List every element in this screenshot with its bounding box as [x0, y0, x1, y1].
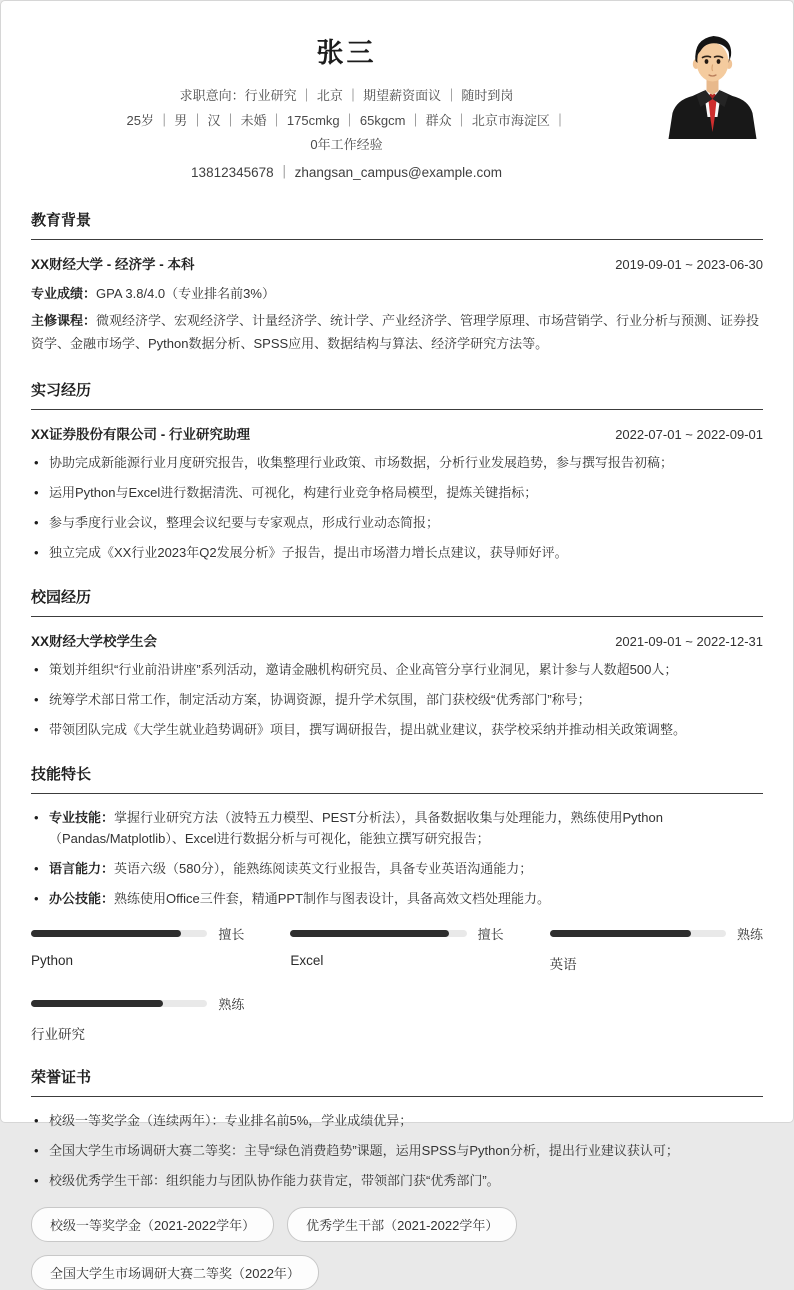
skill-bullet-text: 掌握行业研究方法（波特五力模型、PEST分析法），具备数据收集与处理能力，熟练使用Python（Pandas/Matplotlib）、Excel进行数据分析与可视化，能独立撰写研究报告； — [49, 810, 663, 847]
education-school: XX财经大学 - 经济学 - 本科 — [31, 256, 195, 272]
bullet-item — [31, 807, 763, 849]
bullet-item: • 独立完成《XX行业2023年Q2发展分析》子报告，提出市场潜力增长点建议，获导师好评。 — [31, 542, 763, 563]
skill-bar-row — [290, 924, 503, 943]
bullet-item — [31, 888, 763, 909]
skill-bar-row — [31, 994, 244, 1013]
skill-bullet-label: 专业技能： — [49, 810, 115, 826]
section-internship — [31, 379, 763, 563]
skill-bar-english — [550, 924, 763, 973]
internship-bullet-list — [31, 452, 763, 563]
skill-bar-track — [550, 930, 726, 937]
campus-date: 2021-09-01 ~ 2022-12-31 — [615, 634, 763, 650]
skill-bullet-label: 办公技能： — [49, 891, 115, 907]
skill-name: 英语 — [549, 957, 577, 973]
honors-bullet-list — [31, 1110, 763, 1191]
campus-bullet-list — [31, 659, 763, 740]
skill-bars — [31, 924, 763, 1043]
bullet-item: • 校级一等奖学金（连续两年）：专业排名前5%，学业成绩优异； — [31, 1110, 763, 1131]
section-title-skills: 技能特长 — [31, 763, 763, 794]
section-title-internship: 实习经历 — [31, 379, 763, 410]
bullet-item: • 统筹学术部日常工作，制定活动方案，协调资源，提升学术氛围，部门获校级“优秀部门”称号； — [31, 689, 763, 710]
skill-bar-track — [290, 930, 466, 937]
skill-name: 行业研究 — [31, 1027, 85, 1043]
skill-name: Excel — [290, 953, 324, 969]
bullet-item: • 策划并组织“行业前沿讲座”系列活动，邀请金融机构研究员、企业高管分享行业洞见，累计参与人数超500人； — [31, 659, 763, 680]
skill-level-label: 熟练 — [218, 997, 245, 1013]
section-education — [31, 209, 763, 356]
skills-bullet-list — [31, 807, 763, 909]
skill-bar-row — [31, 924, 244, 943]
campus-org: XX财经大学校学生会 — [31, 634, 158, 650]
skill-bar-fill — [31, 930, 181, 937]
gpa-label: 专业成绩： — [31, 285, 97, 301]
skill-bar-row — [550, 924, 763, 943]
skill-bar-track — [31, 1000, 207, 1007]
skill-level-label: 擅长 — [218, 927, 245, 943]
internship-org: XX证券股份有限公司 - 行业研究助理 — [31, 426, 251, 442]
resume-header — [31, 1, 763, 186]
skill-bar-excel — [290, 924, 503, 973]
bullet-item: • 运用Python与Excel进行数据清洗、可视化，构建行业竞争格局模型，提炼关键指标； — [31, 482, 763, 503]
skill-bar-track — [31, 930, 207, 937]
courses-label: 主修课程： — [31, 313, 97, 329]
education-date: 2019-09-01 ~ 2023-06-30 — [615, 256, 763, 272]
skill-bullet-label: 语言能力： — [49, 861, 115, 877]
profile-photo-illustration — [662, 29, 763, 139]
skill-level-label: 擅长 — [477, 927, 504, 943]
bullet-item: • 校级优秀学生干部：组织能力与团队协作能力获肯定，带领部门获“优秀部门”。 — [31, 1170, 763, 1191]
honor-tag-list — [31, 1207, 763, 1290]
honor-tag: 校级一等奖学金（2021-2022学年） — [31, 1207, 274, 1242]
skill-bar-fill — [550, 930, 691, 937]
skill-bar-fill — [290, 930, 449, 937]
section-honors — [31, 1066, 763, 1289]
personal-info-line: 25岁 ｜ 男 ｜ 汉 ｜ 未婚 ｜ 175cmkg ｜ 65kgcm ｜ 群众 ｜ 北京市海淀区 ｜ — [126, 112, 567, 128]
section-title-campus: 校园经历 — [31, 586, 763, 617]
contact-line: 13812345678 ｜ zhangsan_campus@example.com — [191, 165, 502, 181]
bullet-item: • 全国大学生市场调研大赛二等奖：主导“绿色消费趋势”课题，运用SPSS与Python分析，提出行业建议获认可； — [31, 1140, 763, 1161]
gpa-value: GPA 3.8/4.0（专业排名前3%） — [96, 285, 275, 301]
experience-line: 0年工作经验 — [310, 137, 383, 153]
bullet-item: • 参与季度行业会议，整理会议纪要与专家观点，形成行业动态简报； — [31, 512, 763, 533]
education-courses — [31, 309, 763, 356]
skill-bar-industry-research — [31, 994, 244, 1043]
header-text-block — [31, 23, 662, 186]
internship-date: 2022-07-01 ~ 2022-09-01 — [615, 426, 763, 442]
candidate-name: 张三 — [316, 38, 377, 68]
section-campus — [31, 586, 763, 740]
skill-bar-python — [31, 924, 244, 973]
education-entry-row — [31, 253, 763, 273]
section-title-honors: 荣誉证书 — [31, 1066, 763, 1097]
honor-tag: 优秀学生干部（2021-2022学年） — [287, 1207, 517, 1242]
internship-entry-row — [31, 423, 763, 443]
bullet-item: • 协助完成新能源行业月度研究报告，收集整理行业政策、市场数据，分析行业发展趋势，参与撰写报告初稿； — [31, 452, 763, 473]
bullet-item — [31, 858, 763, 879]
skill-bar-fill — [31, 1000, 163, 1007]
skill-bullet-text: 英语六级（580分），能熟练阅读英文行业报告，具备专业英语沟通能力； — [114, 861, 533, 877]
section-skills — [31, 763, 763, 1043]
skill-name: Python — [31, 953, 74, 969]
campus-entry-row — [31, 630, 763, 650]
courses-value: 微观经济学、宏观经济学、计量经济学、统计学、产业经济学、管理学原理、市场营销学、行业分析与预测、证券投资学、金融市场学、Python数据分析、SPSS应用、数据结构与算法、经济学研究方法等。 — [31, 313, 760, 352]
job-intent-line: 求职意向：行业研究 ｜ 北京 ｜ 期望薪资面议 ｜ 随时到岗 — [179, 88, 514, 103]
education-gpa — [31, 282, 763, 305]
profile-photo — [662, 29, 763, 139]
skill-level-label: 熟练 — [736, 927, 763, 943]
bullet-item: • 带领团队完成《大学生就业趋势调研》项目，撰写调研报告，提出就业建议，获学校采纳并推动相关政策调整。 — [31, 719, 763, 740]
section-title-education: 教育背景 — [31, 209, 763, 240]
honor-tag: 全国大学生市场调研大赛二等奖（2022年） — [31, 1255, 319, 1290]
skill-bullet-text: 熟练使用Office三件套，精通PPT制作与图表设计，具备高效文档处理能力。 — [114, 891, 551, 907]
